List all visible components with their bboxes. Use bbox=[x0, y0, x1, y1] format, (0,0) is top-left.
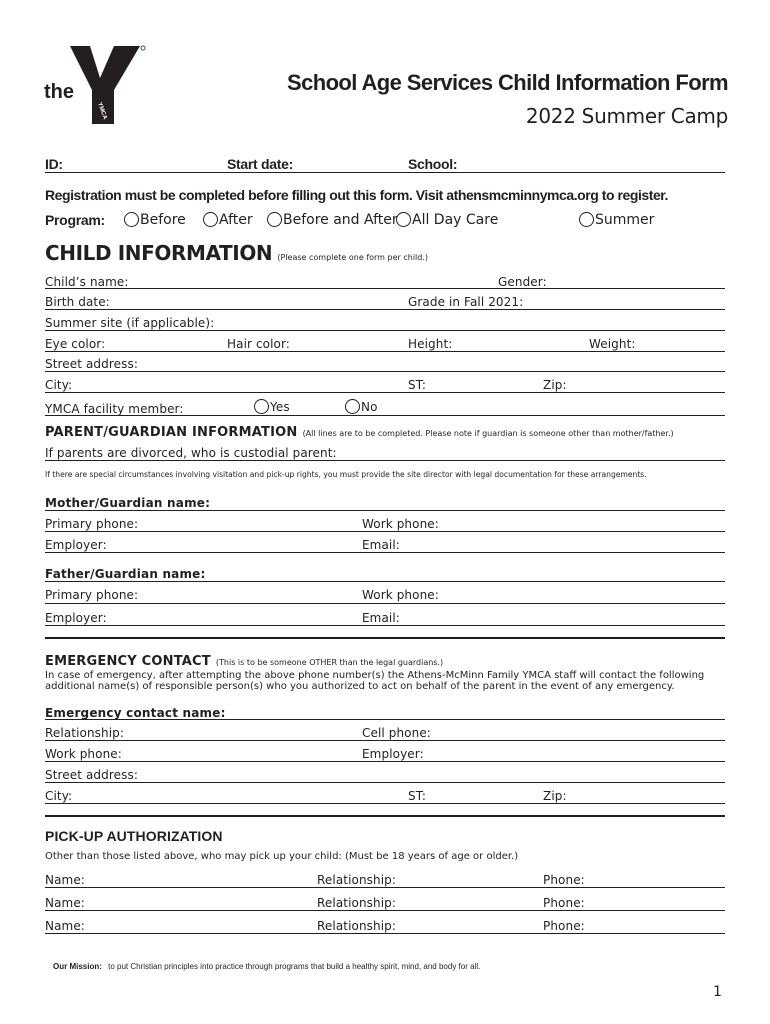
id-label: ID: bbox=[45, 156, 63, 172]
pickup-relationship-label: Relationship: bbox=[317, 896, 397, 910]
childs-name-label: Child’s name: bbox=[45, 275, 129, 289]
radio-icon[interactable] bbox=[345, 399, 360, 414]
weight-label: Weight: bbox=[589, 337, 636, 351]
hair-color-label: Hair color: bbox=[227, 337, 290, 351]
child-info-heading: CHILD INFORMATION (Please complete one form per child.) bbox=[45, 241, 429, 265]
emergency-relationship-label: Relationship: bbox=[45, 726, 125, 740]
start-date-label: Start date: bbox=[227, 156, 293, 172]
pickup-phone-label: Phone: bbox=[543, 873, 585, 887]
registration-note: Registration must be completed before filling out this form. Visit athensmcminnymca.org to register. bbox=[45, 187, 668, 203]
city-line[interactable] bbox=[45, 392, 725, 393]
mother-employer-label: Employer: bbox=[45, 538, 107, 552]
form-title: School Age Services Child Information Form bbox=[287, 70, 728, 95]
zip-label: Zip: bbox=[543, 378, 567, 392]
logo-the-text: the bbox=[44, 81, 74, 103]
pickup-relationship-label: Relationship: bbox=[317, 919, 397, 933]
radio-icon[interactable] bbox=[203, 212, 218, 227]
father-primary-phone-label: Primary phone: bbox=[45, 588, 139, 602]
birth-date-line[interactable] bbox=[45, 309, 725, 310]
radio-icon[interactable] bbox=[254, 399, 269, 414]
physical-line[interactable] bbox=[45, 351, 725, 352]
pickup-line[interactable] bbox=[45, 887, 725, 888]
emergency-city-line[interactable] bbox=[45, 803, 725, 804]
program-option-before[interactable]: Before bbox=[124, 212, 186, 228]
emergency-employer-label: Employer: bbox=[362, 747, 424, 761]
program-option-summer[interactable]: Summer bbox=[579, 212, 654, 228]
emergency-zip-label: Zip: bbox=[543, 789, 567, 803]
program-option-after[interactable]: After bbox=[203, 212, 253, 228]
st-label: ST: bbox=[408, 378, 426, 392]
childs-name-line[interactable] bbox=[45, 288, 725, 289]
mother-work-phone-label: Work phone: bbox=[362, 517, 439, 531]
father-employer-label: Employer: bbox=[45, 611, 107, 625]
mother-name-line[interactable] bbox=[45, 510, 725, 511]
parent-info-heading: PARENT/GUARDIAN INFORMATION (All lines are to be completed. Please note if guardian is someone other than mother/father.) bbox=[45, 425, 674, 440]
emergency-relationship-line[interactable] bbox=[45, 740, 725, 741]
pickup-heading: PICK-UP AUTHORIZATION bbox=[45, 828, 223, 844]
ymca-member-label: YMCA facility member: bbox=[45, 402, 184, 416]
pickup-name-label: Name: bbox=[45, 873, 85, 887]
emergency-street-label: Street address: bbox=[45, 768, 138, 782]
city-label: City: bbox=[45, 378, 73, 392]
father-email-label: Email: bbox=[362, 611, 400, 625]
page-number: 1 bbox=[713, 984, 722, 1000]
emergency-work-phone-label: Work phone: bbox=[45, 747, 122, 761]
ymca-member-no[interactable]: No bbox=[345, 399, 378, 414]
father-name-line[interactable] bbox=[45, 581, 725, 582]
radio-icon[interactable] bbox=[396, 212, 411, 227]
radio-icon[interactable] bbox=[579, 212, 594, 227]
summer-site-line[interactable] bbox=[45, 330, 725, 331]
custodial-parent-label: If parents are divorced, who is custodial parent: bbox=[45, 446, 337, 460]
mission-statement: Our Mission: to put Christian principles into practice through programs that build a healthy spirit, mind, and body for all. bbox=[53, 962, 481, 971]
pickup-phone-label: Phone: bbox=[543, 919, 585, 933]
emergency-st-label: ST: bbox=[408, 789, 426, 803]
ymca-member-line bbox=[45, 415, 725, 416]
pickup-phone-label: Phone: bbox=[543, 896, 585, 910]
emergency-city-label: City: bbox=[45, 789, 73, 803]
birth-date-label: Birth date: bbox=[45, 295, 110, 309]
form-subtitle: 2022 Summer Camp bbox=[525, 104, 728, 128]
pickup-name-label: Name: bbox=[45, 896, 85, 910]
emergency-street-line[interactable] bbox=[45, 782, 725, 783]
height-label: Height: bbox=[408, 337, 453, 351]
ymca-member-yes[interactable]: Yes bbox=[254, 399, 290, 414]
school-label: School: bbox=[408, 156, 458, 172]
emergency-name-label: Emergency contact name: bbox=[45, 706, 226, 720]
program-option-all-day[interactable]: All Day Care bbox=[396, 212, 498, 228]
pickup-instruction: Other than those listed above, who may pick up your child: (Must be 18 years of age or older.) bbox=[45, 851, 519, 862]
summer-site-label: Summer site (if applicable): bbox=[45, 316, 215, 330]
custodial-parent-line[interactable] bbox=[45, 460, 725, 461]
pickup-relationship-label: Relationship: bbox=[317, 873, 397, 887]
emergency-work-line[interactable] bbox=[45, 761, 725, 762]
gender-label: Gender: bbox=[498, 275, 547, 289]
emergency-paragraph: In case of emergency, after attempting the above phone number(s) the Athens-McMinn Family YMCA staff will contact the following additional name(s) of responsible person(s) who you authorized to act on behalf of the parent in the event of any emergency. bbox=[45, 670, 705, 692]
father-phone-line[interactable] bbox=[45, 603, 725, 604]
pickup-line[interactable] bbox=[45, 910, 725, 911]
radio-icon[interactable] bbox=[124, 212, 139, 227]
special-circumstances-note: If there are special circumstances involving visitation and pick-up rights, you must provide the site director with legal documentation for these arrangements. bbox=[45, 470, 647, 479]
eye-color-label: Eye color: bbox=[45, 337, 106, 351]
emergency-cell-phone-label: Cell phone: bbox=[362, 726, 431, 740]
father-work-phone-label: Work phone: bbox=[362, 588, 439, 602]
program-label: Program: bbox=[45, 212, 105, 228]
radio-icon[interactable] bbox=[267, 212, 282, 227]
pickup-name-label: Name: bbox=[45, 919, 85, 933]
top-fields-line[interactable] bbox=[45, 172, 725, 173]
ymca-logo-icon bbox=[44, 44, 154, 126]
logo-ymca-text: YMCA bbox=[96, 101, 108, 121]
ymca-logo bbox=[44, 44, 154, 126]
father-name-label: Father/Guardian name: bbox=[45, 567, 206, 581]
street-address-label: Street address: bbox=[45, 357, 138, 371]
section-divider bbox=[45, 815, 725, 817]
mother-email-label: Email: bbox=[362, 538, 400, 552]
mother-name-label: Mother/Guardian name: bbox=[45, 496, 211, 510]
street-address-line[interactable] bbox=[45, 371, 725, 372]
section-divider bbox=[45, 637, 725, 639]
program-option-before-after[interactable]: Before and After bbox=[267, 212, 398, 228]
emergency-name-line[interactable] bbox=[45, 719, 725, 720]
pickup-line[interactable] bbox=[45, 933, 725, 934]
emergency-heading: EMERGENCY CONTACT (This is to be someone OTHER than the legal guardians.) bbox=[45, 654, 444, 669]
grade-label: Grade in Fall 2021: bbox=[408, 295, 524, 309]
mother-employer-line[interactable] bbox=[45, 552, 725, 553]
mother-primary-phone-label: Primary phone: bbox=[45, 517, 139, 531]
father-employer-line[interactable] bbox=[45, 625, 725, 626]
mother-phone-line[interactable] bbox=[45, 531, 725, 532]
